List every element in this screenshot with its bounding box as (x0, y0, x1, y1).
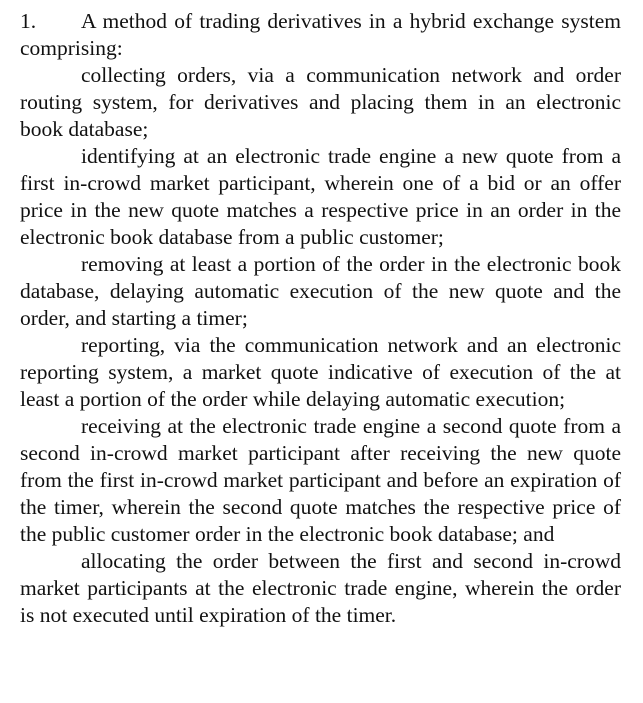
claim-step-receiving: receiving at the electronic trade engine a second quote from a second in-crowd market participant after receiving the new quote from the first in-crowd market participant and before an expiration of the timer, wherein the second quote matches the respective price of the public customer order in the electronic book database; and (20, 414, 621, 546)
claim-step-reporting: reporting, via the communication network and an electronic reporting system, a market quote indicative of execution of the at least a portion of the order while delaying automatic execution; (20, 333, 621, 411)
claim-step-identifying: identifying at an electronic trade engine a new quote from a first in-crowd market participant, wherein one of a bid or an offer price in the new quote matches a respective price in an order in the electronic book database from a public customer; (20, 144, 621, 249)
claim-step-removing: removing at least a portion of the order in the electronic book database, delaying automatic execution of the new quote and the order, and starting a timer; (20, 252, 621, 330)
claim-preamble-text: A method of trading derivatives in a hybrid exchange system comprising: (20, 9, 621, 60)
claim-number: 1. (20, 9, 37, 33)
claim-text-block (20, 8, 621, 629)
claim-step-collecting: collecting orders, via a communication network and order routing system, for derivatives and placing them in an electronic book database; (20, 63, 621, 141)
claim-preamble (20, 8, 621, 62)
claim-step-allocating: allocating the order between the first and second in-crowd market participants at the electronic trade engine, wherein the order is not executed until expiration of the timer. (20, 549, 621, 627)
